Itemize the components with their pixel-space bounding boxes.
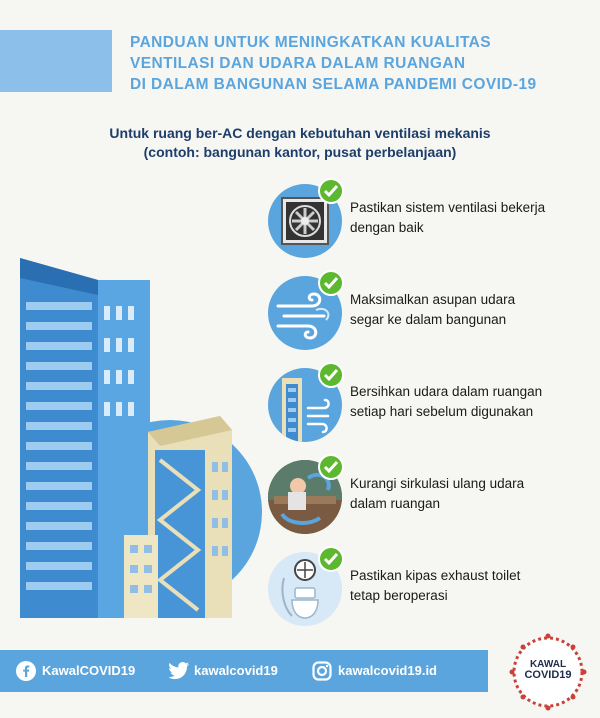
tip-text-line: dengan baik xyxy=(350,220,424,235)
page-subtitle xyxy=(0,124,600,162)
tip-text-line: Bersihkan udara dalam ruangan xyxy=(350,384,543,399)
social-footer xyxy=(0,650,488,692)
tip-text-line: segar ke dalam bangunan xyxy=(350,312,507,327)
checkmark-icon xyxy=(318,454,344,480)
checkmark-icon xyxy=(318,546,344,572)
tip-text-line: tetap beroperasi xyxy=(350,588,448,603)
tip-item-ventilation xyxy=(268,184,598,264)
twitter-handle: kawalcovid19 xyxy=(194,663,278,678)
checkmark-icon xyxy=(318,178,344,204)
tip-text-line: Pastikan kipas exhaust toilet xyxy=(350,568,521,583)
tip-text xyxy=(350,198,590,238)
buildings-illustration xyxy=(0,240,270,640)
tip-text-line: setiap hari sebelum digunakan xyxy=(350,404,534,419)
facebook-handle: KawalCOVID19 xyxy=(42,663,136,678)
title-line-2: VENTILASI DAN UDARA DALAM RUANGAN xyxy=(130,55,466,72)
tip-item-recirculation xyxy=(268,460,598,540)
instagram-icon xyxy=(312,661,332,681)
tip-text-line: dalam ruangan xyxy=(350,496,441,511)
logo-line-1: KAWAL xyxy=(529,659,567,670)
twitter-icon xyxy=(168,661,190,681)
tip-item-fresh-air xyxy=(268,276,598,356)
instagram-handle: kawalcovid19.id xyxy=(338,663,437,678)
title-line-3: DI DALAM BANGUNAN SELAMA PANDEMI COVID-19 xyxy=(130,76,537,93)
title-accent-bar xyxy=(0,30,112,92)
subtitle-line-1: Untuk ruang ber-AC dengan kebutuhan ventilasi mekanis xyxy=(109,125,491,141)
facebook-icon xyxy=(16,661,36,681)
tip-text xyxy=(350,382,590,422)
tip-item-clean-air xyxy=(268,368,598,448)
tip-item-toilet-exhaust xyxy=(268,552,598,632)
logo-line-2: COVID19 xyxy=(524,669,572,681)
title-line-1: PANDUAN UNTUK MENINGKATKAN KUALITAS xyxy=(130,34,492,51)
tip-text-line: Pastikan sistem ventilasi bekerja xyxy=(350,200,546,215)
checkmark-icon xyxy=(318,362,344,388)
subtitle-line-2: (contoh: bangunan kantor, pusat perbelanjaan) xyxy=(143,144,457,160)
tip-text-line: Kurangi sirkulasi ulang udara xyxy=(350,476,525,491)
checkmark-icon xyxy=(318,270,344,296)
tip-text xyxy=(350,566,590,606)
tip-text-line: Maksimalkan asupan udara xyxy=(350,292,516,307)
page-title xyxy=(130,32,590,95)
tip-text xyxy=(350,474,590,514)
tip-text xyxy=(350,290,590,330)
kawalcovid19-logo xyxy=(507,631,589,713)
